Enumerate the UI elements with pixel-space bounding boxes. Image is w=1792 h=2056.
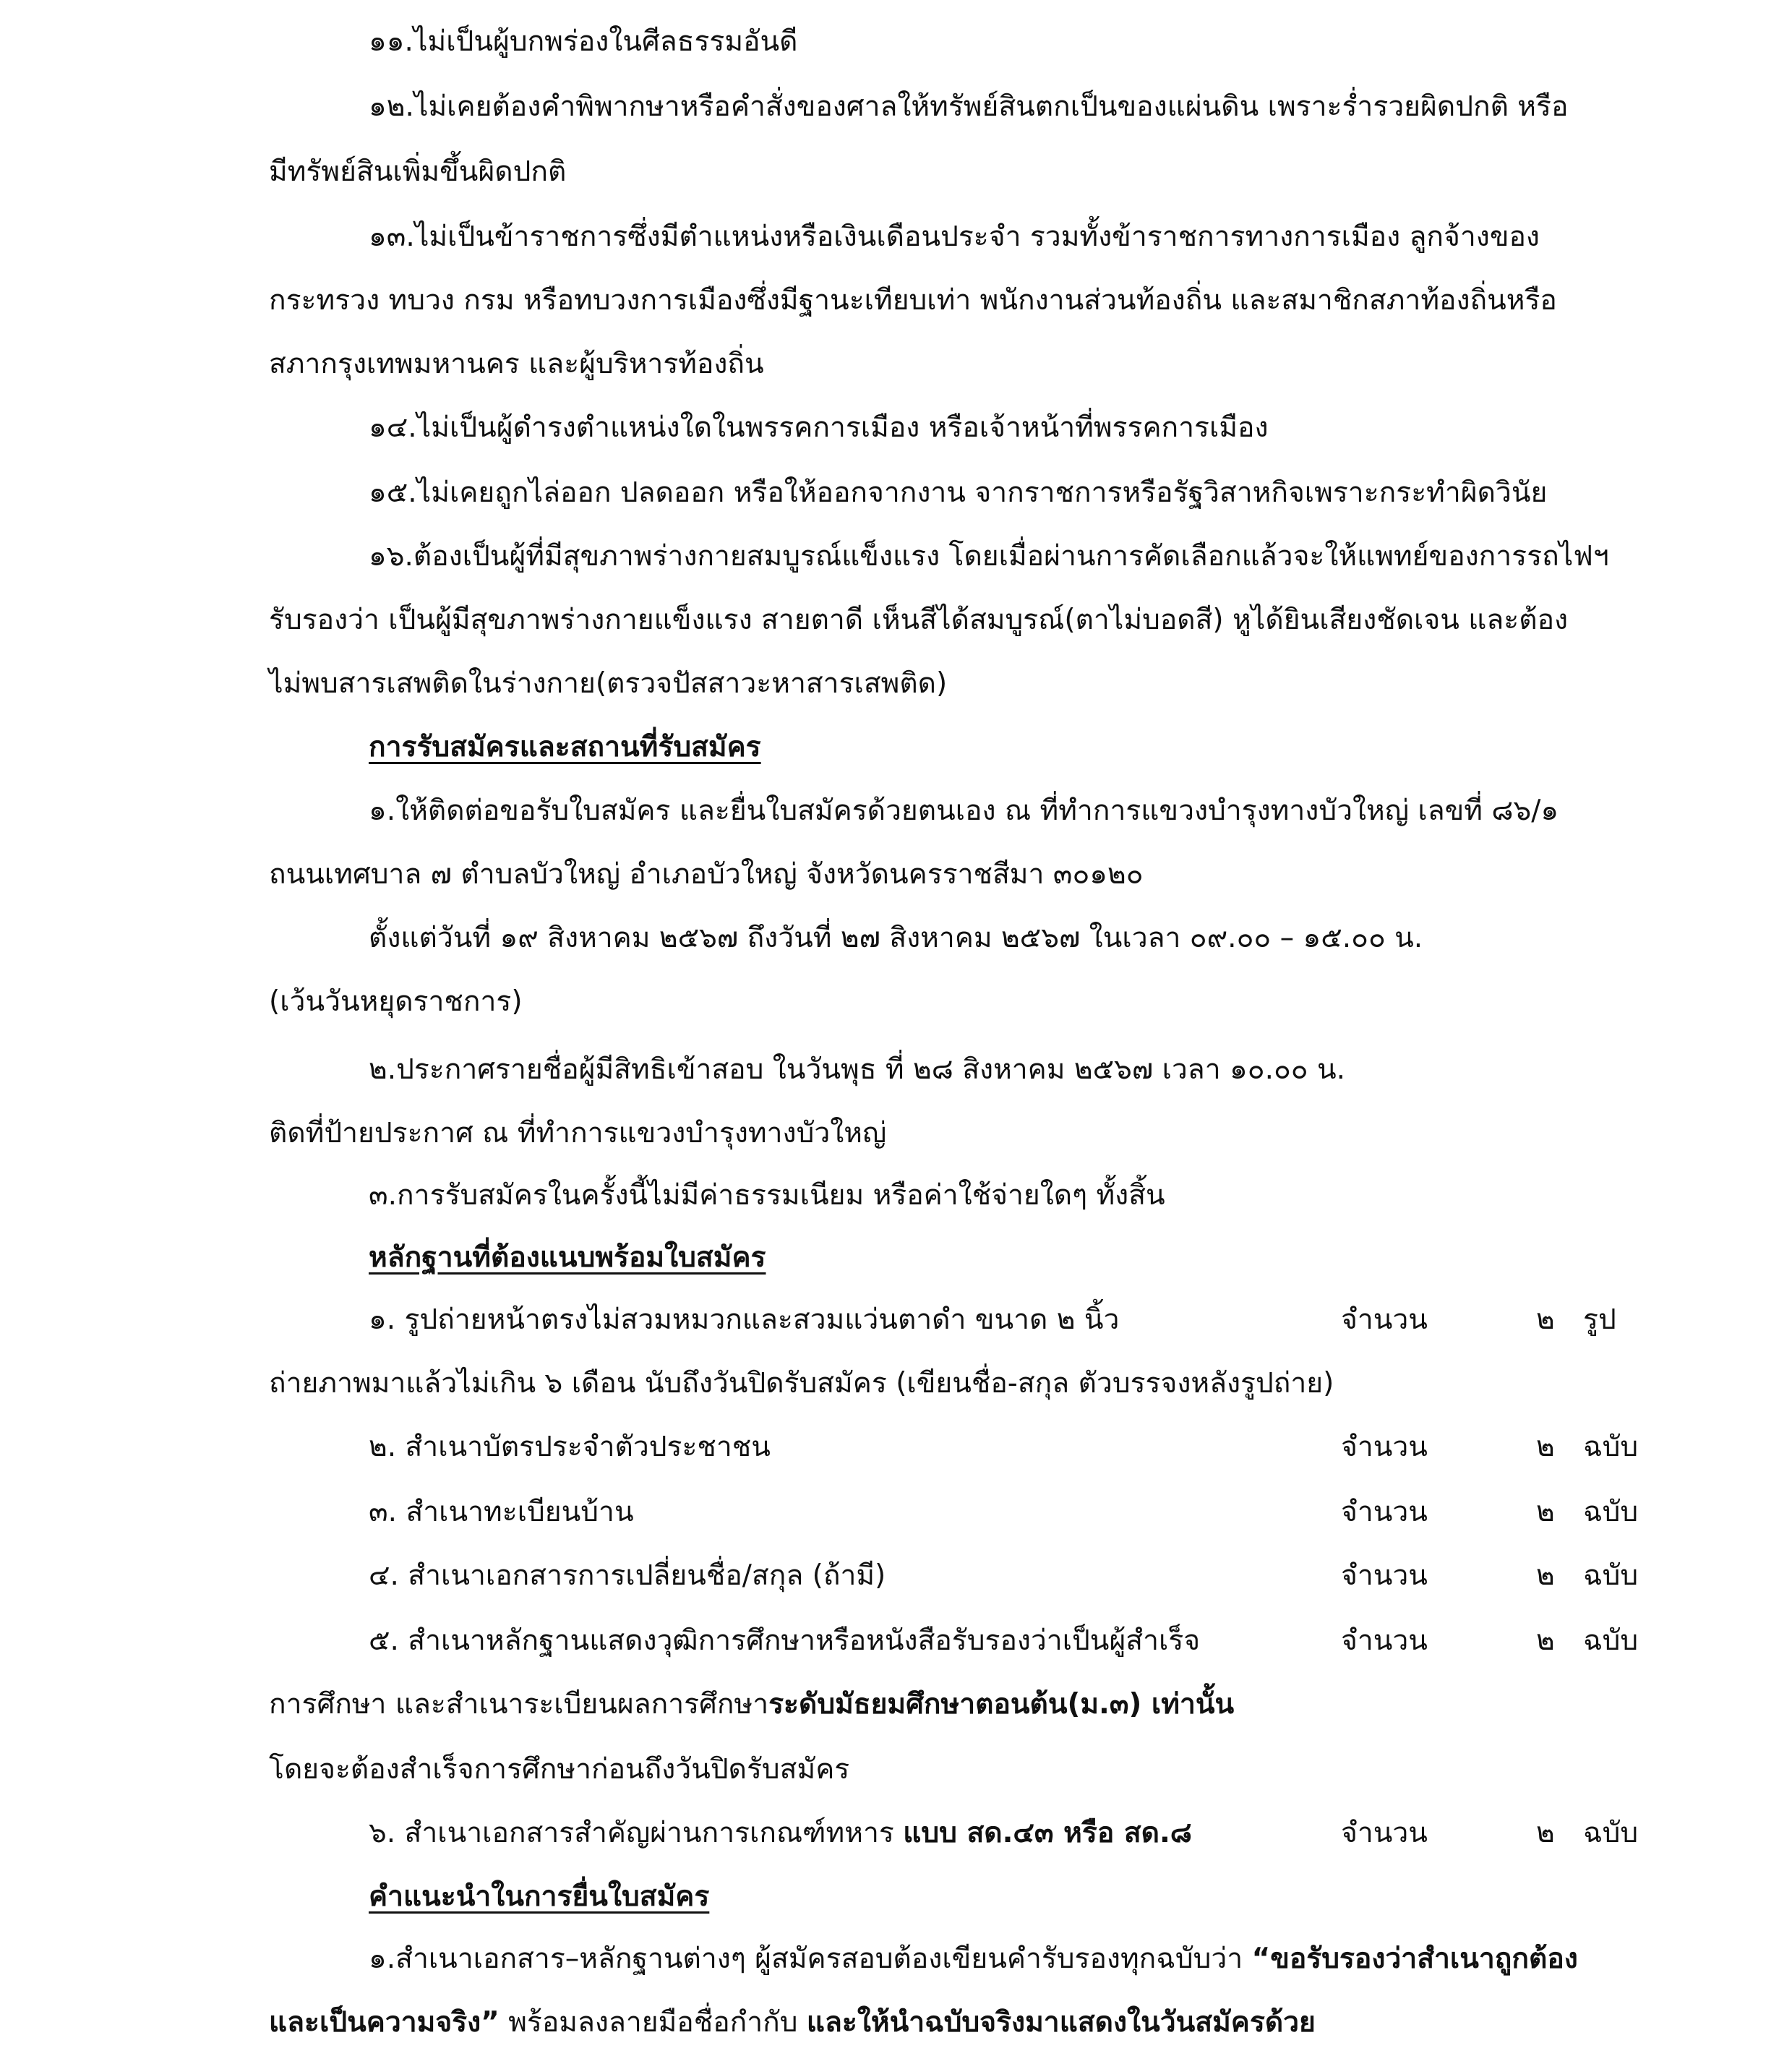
item-16-cont2: ไม่พบสารเสพติดในร่างกาย(ตรวจปัสสาวะหาสารเสพติด): [269, 667, 948, 700]
doc-item-2: ๒. สำเนาบัตรประจำตัวประชาชน: [369, 1431, 771, 1463]
item-15: ๑๕.ไม่เคยถูกไล่ออก ปลดออก หรือให้ออกจากงาน จากราชการหรือรัฐวิสาหกิจเพราะกระทำผิดวินัย: [369, 476, 1548, 509]
doc-item-5: ๕. สำเนาหลักฐานแสดงวุฒิการศึกษาหรือหนังสือรับรองว่าเป็นผู้สำเร็จ: [369, 1624, 1201, 1657]
item-14: ๑๔.ไม่เป็นผู้ดำรงตำแหน่งใดในพรรคการเมือง หรือเจ้าหน้าที่พรรคการเมือง: [369, 411, 1269, 444]
application-holiday-note: (เว้นวันหยุดราชการ): [269, 985, 523, 1018]
item-13-cont: กระทรวง ทบวง กรม หรือทบวงการเมืองซึ่งมีฐานะเทียบเท่า พนักงานส่วนท้องถิ่น และสมาชิกสภาท้องถิ่นหรือ: [269, 284, 1557, 317]
doc-item-1-note: ถ่ายภาพมาแล้วไม่เกิน ๖ เดือน นับถึงวันปิดรับสมัคร (เขียนชื่อ-สกุล ตัวบรรจงหลังรูปถ่าย): [269, 1367, 1334, 1400]
doc-item-4: ๔. สำเนาเอกสารการเปลี่ยนชื่อ/สกุล (ถ้ามี): [369, 1559, 886, 1592]
section-heading-application: การรับสมัครและสถานที่รับสมัคร: [369, 731, 761, 763]
section-heading-documents: หลักฐานที่ต้องแนบพร้อมใบสมัคร: [369, 1241, 766, 1274]
item-12-cont: มีทรัพย์สินเพิ่มขึ้นผิดปกติ: [269, 155, 567, 188]
doc-item-5-cont: การศึกษา และสำเนาระเบียนผลการศึกษาระดับมัธยมศึกษาตอนต้น(ม.๓) เท่านั้น: [269, 1688, 1235, 1721]
item-16-cont: รับรองว่า เป็นผู้มีสุขภาพร่างกายแข็งแรง สายตาดี เห็นสีได้สมบูรณ์(ตาไม่บอดสี) หูได้ยินเสียงชัดเจน และต้อง: [269, 604, 1569, 636]
doc-item-5-cont2: โดยจะต้องสำเร็จการศึกษาก่อนถึงวันปิดรับสมัคร: [269, 1753, 850, 1786]
application-3: ๓.การรับสมัครในครั้งนี้ไม่มีค่าธรรมเนียม หรือค่าใช้จ่ายใดๆ ทั้งสิ้น: [369, 1179, 1165, 1212]
application-2-cont: ติดที่ป้ายประกาศ ณ ที่ทำการแขวงบำรุงทางบัวใหญ่: [269, 1117, 887, 1149]
application-1: ๑.ให้ติดต่อขอรับใบสมัคร และยื่นใบสมัครด้วยตนเอง ณ ที่ทำการแขวงบำรุงทางบัวใหญ่ เลขที่ ๘๖/๑: [369, 794, 1559, 827]
section-heading-advice: คำแนะนำในการยื่นใบสมัคร: [369, 1880, 710, 1913]
application-2: ๒.ประกาศรายชื่อผู้มีสิทธิเข้าสอบ ในวันพุธ ที่ ๒๘ สิงหาคม ๒๕๖๗ เวลา ๑๐.๐๐ น.: [369, 1053, 1346, 1086]
item-12: ๑๒.ไม่เคยต้องคำพิพากษาหรือคำสั่งของศาลให้ทรัพย์สินตกเป็นของแผ่นดิน เพราะร่ำรวยผิดปกติ หรือ: [369, 90, 1569, 123]
doc-item-6: ๖. สำเนาเอกสารสำคัญผ่านการเกณฑ์ทหาร แบบ สด.๔๓ หรือ สด.๘: [369, 1817, 1192, 1849]
application-dates: ตั้งแต่วันที่ ๑๙ สิงหาคม ๒๕๖๗ ถึงวันที่ ๒๗ สิงหาคม ๒๕๖๗ ในเวลา ๐๙.๐๐ – ๑๕.๐๐ น.: [369, 922, 1423, 954]
item-11: ๑๑.ไม่เป็นผู้บกพร่องในศีลธรรมอันดี: [369, 25, 798, 58]
document-page: ๑๑.ไม่เป็นผู้บกพร่องในศีลธรรมอันดี ๑๒.ไม่เคยต้องคำพิพากษาหรือคำสั่งของศาลให้ทรัพย์สินตกเป็นของแผ่นดิน เพราะร่ำรวยผิดปกติ หรือ มีทรัพย์สินเพิ่มขึ้นผิดปกติ ๑๓.ไม่เป็นข้าราชการซึ่งมีตำแหน่งหรือเงินเดือนประจำ รวมทั้งข้าราชการทางการเมือง ลูกจ้างของ กระทรวง ทบวง กรม หรือทบวงการเมืองซึ่งมีฐานะเทียบเท่า พนักงานส่วนท้องถิ่น และสมาชิกสภาท้องถิ่นหรือ สภากรุงเทพมหานคร และผู้บริหารท้องถิ่น ๑๔.ไม่เป็นผู้ดำรงตำแหน่งใดในพรรคการเมือง หรือเจ้าหน้าที่พรรคการเมือง ๑๕.ไม่เคยถูกไล่ออก ปลดออก หรือให้ออกจากงาน จากราชการหรือรัฐวิสาหกิจเพราะกระทำผิดวินัย ๑๖.ต้องเป็นผู้ที่มีสุขภาพร่างกายสมบูรณ์แข็งแรง โดยเมื่อผ่านการคัดเลือกแล้วจะให้แพทย์ของการรถไฟฯ รับรองว่า เป็นผู้มีสุขภาพร่างกายแข็งแรง สายตาดี เห็นสีได้สมบูรณ์(ตาไม่บอดสี) หูได้ยินเสียงชัดเจน และต้อง ไม่พบสารเสพติดในร่างกาย(ตรวจปัสสาวะหาสารเสพติด) การรับสมัครและสถานที่รับสมัคร ๑.ให้ติดต่อขอรับใบสมัคร และยื่นใบสมัครด้วยตนเอง ณ ที่ทำการแขวงบำรุงทางบัวใหญ่ เลขที่ ๘๖/๑ ถนนเทศบาล ๗ ตำบลบัวใหญ่ อำเภอบัวใหญ่ จังหวัดนครราชสีมา ๓๐๑๒๐ ตั้งแต่วันที่ ๑๙ สิงหาคม ๒๕๖๗ ถึงวันที่ ๒๗ สิงหาคม ๒๕๖๗ ในเวลา ๐๙.๐๐ – ๑๕.๐๐ น. (เว้นวันหยุดราชการ) ๒.ประกาศรายชื่อผู้มีสิทธิเข้าสอบ ในวันพุธ ที่ ๒๘ สิงหาคม ๒๕๖๗ เวลา ๑๐.๐๐ น. ติดที่ป้ายประกาศ ณ ที่ทำการแขวงบำรุงทางบัวใหญ่ ๓.การรับสมัครในครั้งนี้ไม่มีค่าธรรมเนียม หรือค่าใช้จ่ายใดๆ ทั้งสิ้น หลักฐานที่ต้องแนบพร้อมใบสมัคร ๑. รูปถ่ายหน้าตรงไม่สวมหมวกและสวมแว่นตาดำ ขนาด ๒ นิ้ว จำนวน ๒ รูป ถ่ายภาพมาแล้วไม่เกิน ๖ เดือน นับถึงวันปิดรับสมัคร (เขียนชื่อ-สกุล ตัวบรรจงหลังรูปถ่าย) ๒. สำเนาบัตรประจำตัวประชาชน จำนวน ๒ ฉบับ ๓. สำเนาทะเบียนบ้าน จำนวน ๒ ฉบับ ๔. สำเนาเอกสารการเปลี่ยนชื่อ/สกุล (ถ้ามี) จำนวน ๒ ฉบับ ๕. สำเนาหลักฐานแสดงวุฒิการศึกษาหรือหนังสือรับรองว่าเป็นผู้สำเร็จ จำนวน ๒ ฉบับ การศึกษา และสำเนาระเบียนผลการศึกษาระดับมัธยมศึกษาตอนต้น(ม.๓) เท่านั้น โดยจะต้องสำเร็จการศึกษาก่อนถึงวันปิดรับสมัคร ๖. สำเนาเอกสารสำคัญผ่านการเกณฑ์ทหาร แบบ สด.๔๓ หรือ สด.๘ จำนวน ๒ ฉบับ คำแนะนำในการยื่นใบสมัคร ๑.สำเนาเอกสาร–หลักฐานต่างๆ ผู้สมัครสอบต้องเขียนคำรับรองทุกฉบับว่า “ขอรับรองว่าสำเนาถูกต้อง และเป็นความจริง” พร้อมลงลายมือชื่อกำกับ และให้นำฉบับจริงมาแสดงในวันสมัครด้วย: [0, 0, 1792, 2056]
doc-item-3: ๓. สำเนาทะเบียนบ้าน: [369, 1496, 634, 1528]
item-13: ๑๓.ไม่เป็นข้าราชการซึ่งมีตำแหน่งหรือเงินเดือนประจำ รวมทั้งข้าราชการทางการเมือง ลูกจ้างของ: [369, 220, 1540, 253]
advice-1-cont: และเป็นความจริง” พร้อมลงลายมือชื่อกำกับ และให้นำฉบับจริงมาแสดงในวันสมัครด้วย: [269, 2006, 1316, 2039]
application-1-address: ถนนเทศบาล ๗ ตำบลบัวใหญ่ อำเภอบัวใหญ่ จังหวัดนครราชสีมา ๓๐๑๒๐: [269, 858, 1144, 891]
advice-1: ๑.สำเนาเอกสาร–หลักฐานต่างๆ ผู้สมัครสอบต้องเขียนคำรับรองทุกฉบับว่า “ขอรับรองว่าสำเนาถูกต้อง: [369, 1943, 1578, 1975]
item-16: ๑๖.ต้องเป็นผู้ที่มีสุขภาพร่างกายสมบูรณ์แข็งแรง โดยเมื่อผ่านการคัดเลือกแล้วจะให้แพทย์ของการรถไฟฯ: [369, 540, 1609, 573]
item-13-cont2: สภากรุงเทพมหานคร และผู้บริหารท้องถิ่น: [269, 348, 764, 380]
doc-item-1: ๑. รูปถ่ายหน้าตรงไม่สวมหมวกและสวมแว่นตาดำ ขนาด ๒ นิ้ว: [369, 1303, 1120, 1336]
